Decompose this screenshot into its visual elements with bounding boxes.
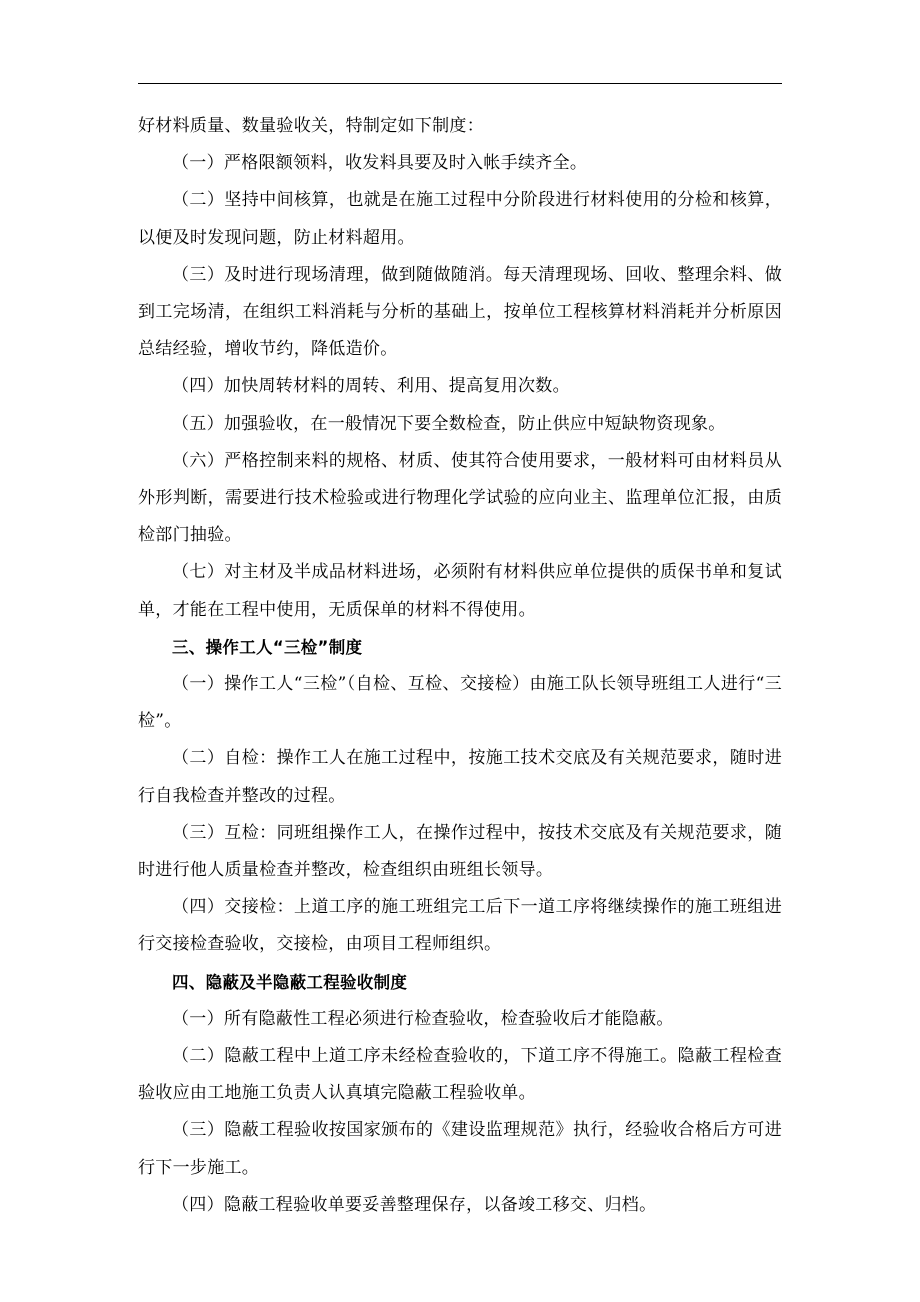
section-4-item-2: （二）隐蔽工程中上道工序未经检查验收的，下道工序不得施工。隐蔽工程检查验收应由工地施工负责人认真填完隐蔽工程验收单。 (138, 1046, 782, 1104)
material-rule-3: （三）及时进行现场清理，做到随做随消。每天清理现场、回收、整理余料、做到工完场清，在组织工料消耗与分析的基础上，按单位工程核算材料消耗并分析原因总结经验，增收节约，降低造价。 (138, 264, 782, 360)
header-rule (138, 83, 782, 84)
section-4-item-4: （四）隐蔽工程验收单要妥善整理保存，以备竣工移交、归档。 (172, 1194, 657, 1215)
intro-paragraph: 好材料质量、数量验收关，特制定如下制度： (138, 116, 484, 136)
section-3-item-2: （二）自检：操作工人在施工过程中，按施工技术交底及有关规范要求，随时进行自我检查并整改的过程。 (138, 748, 782, 806)
material-rule-1: （一）严格限额领料，收发料具要及时入帐手续齐全。 (172, 153, 588, 174)
material-rule-5: （五）加强验收，在一般情况下要全数检查，防止供应中短缺物资现象。 (172, 413, 726, 434)
document-body (138, 108, 782, 1224)
section-3-item-1: （一）操作工人“三检”（自检、互检、交接检）由施工队长领导班组工人进行“三检”。 (138, 674, 782, 732)
section-4-heading: 四、隐蔽及半隐蔽工程验收制度 (172, 972, 408, 992)
section-3-item-3: （三）互检：同班组操作工人，在操作过程中，按技术交底及有关规范要求，随时进行他人质量检查并整改，检查组织由班组长领导。 (138, 822, 782, 881)
material-rule-4: （四）加快周转材料的周转、利用、提高复用次数。 (172, 376, 570, 397)
material-rule-7: （七）对主材及半成品材料进场，必须附有材料供应单位提供的质保书单和复试单，才能在工程中使用，无质保单的材料不得使用。 (138, 562, 782, 620)
material-rule-2: （二）坚持中间核算，也就是在施工过程中分阶段进行材料使用的分检和核算，以便及时发现问题，防止材料超用。 (138, 190, 782, 248)
material-rule-6: （六）严格控制来料的规格、材质、使其符合使用要求，一般材料可由材料员从外形判断，需要进行技术检验或进行物理化学试验的应向业主、监理单位汇报，由质检部门抽验。 (138, 450, 782, 546)
section-4-item-3: （三）隐蔽工程验收按国家颁布的《建设监理规范》执行，经验收合格后方可进行下一步施工。 (138, 1120, 782, 1178)
section-3-heading: 三、操作工人“三检”制度 (172, 637, 363, 657)
section-4-item-1: （一）所有隐蔽性工程必须进行检查验收，检查验收后才能隐蔽。 (172, 1008, 674, 1029)
section-3-item-4: （四）交接检：上道工序的施工班组完工后下一道工序将继续操作的施工班组进行交接检查验收，交接检，由项目工程师组织。 (138, 897, 782, 955)
